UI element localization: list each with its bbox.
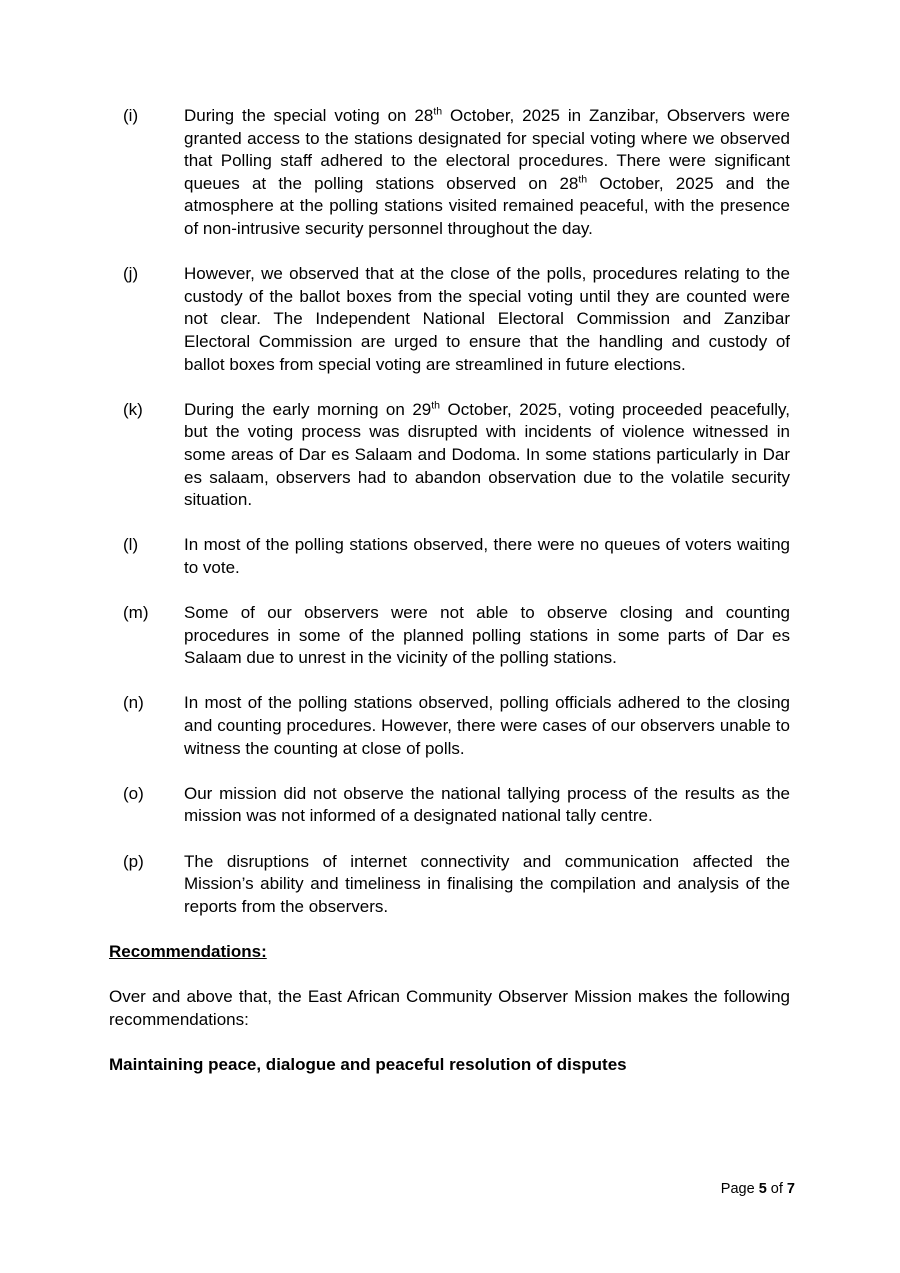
recommendations-heading: Recommendations: [109,941,267,961]
text-segment: The disruptions of internet connectivity and communication affected the Mission’s ability and timeliness in finalising the compilation and analysis of the reports from the observers. [184,851,790,916]
text-segment: During the special voting on 28 [184,106,434,125]
list-item-text [184,534,790,579]
list-item [109,851,790,919]
text-segment: 7 [786,1181,795,1197]
list-item-text [184,783,790,828]
text-segment: Some of our observers were not able to observe closing and counting procedures in some of the planned polling stations in some parts of Dar es Salaam due to unrest in the vicinity of the polling stations. [184,603,790,668]
text-segment: October, 2025 in Zanzibar, Observers were granted access to the stations designated for special voting where we observed that Polling staff adhered to the electoral procedures. There were significant queues at the polling stations observed on 28 [184,106,790,193]
list-item-text [184,602,790,670]
list-item [109,783,790,828]
text-segment: October, 2025, voting proceeded peacefully, but the voting process was disrupted with incidents of violence witnessed in some areas of Dar es Salaam and Dodoma. In some stations particularly in Dar es salaam, observers had to abandon observation due to the volatile security situation. [184,399,790,510]
list-item-label: (n) [123,693,144,713]
text-segment: During the early morning on 29 [184,399,432,419]
text-segment: Page [720,1181,759,1197]
text-segment: th [578,173,588,186]
list-item [109,399,790,512]
text-segment: th [431,399,441,412]
list-item [109,263,790,376]
page-number [721,1181,795,1198]
text-segment: In most of the polling stations observed, there were no queues of voters waiting to vote. [184,535,790,577]
list-item-label: (m) [123,603,149,623]
list-item-label: (o) [123,783,144,803]
text-segment: In most of the polling stations observed, polling officials adhered to the closing and counting procedures. However, there were cases of our observers unable to witness the counting at close of polls. [184,693,790,758]
list-item-label: (l) [123,535,139,555]
list-item-text [184,105,790,241]
text-segment: However, we observed that at the close of the polls, procedures relating to the custody of the ballot boxes from the special voting until they are counted were not clear. The Independent National Electoral Commission and Zanzibar Electoral Commission are urged to ensure that the handling and custody of ballot boxes from special voting are streamlined in future elections. [184,264,790,374]
recommendations-intro: Over and above that, the East African Community Observer Mission makes the following recommendations: [109,987,790,1029]
list-item-label: (k) [123,399,143,419]
observation-list [109,105,790,918]
list-item-label: (j) [123,264,139,284]
list-item [109,534,790,579]
list-item-text [184,692,790,760]
subheading-maintaining-peace: Maintaining peace, dialogue and peaceful resolution of disputes [109,1054,627,1074]
text-segment: October, 2025 and the atmosphere at the polling stations visited remained peaceful, with the presence of non-intrusive security personnel throughout the day. [184,173,790,238]
list-item-label: (p) [123,851,144,871]
list-item-text [184,263,790,376]
text-segment: Our mission did not observe the national tallying process of the results as the mission was not informed of a designated national tally centre. [184,783,790,826]
list-item-text [184,399,790,512]
text-segment: th [433,105,443,118]
list-item-label: (i) [123,106,139,125]
list-item [109,692,790,760]
text-segment: 5 [758,1181,767,1197]
list-item-text [184,851,790,919]
text-segment: of [766,1181,787,1197]
list-item [109,105,790,241]
list-item [109,602,790,670]
